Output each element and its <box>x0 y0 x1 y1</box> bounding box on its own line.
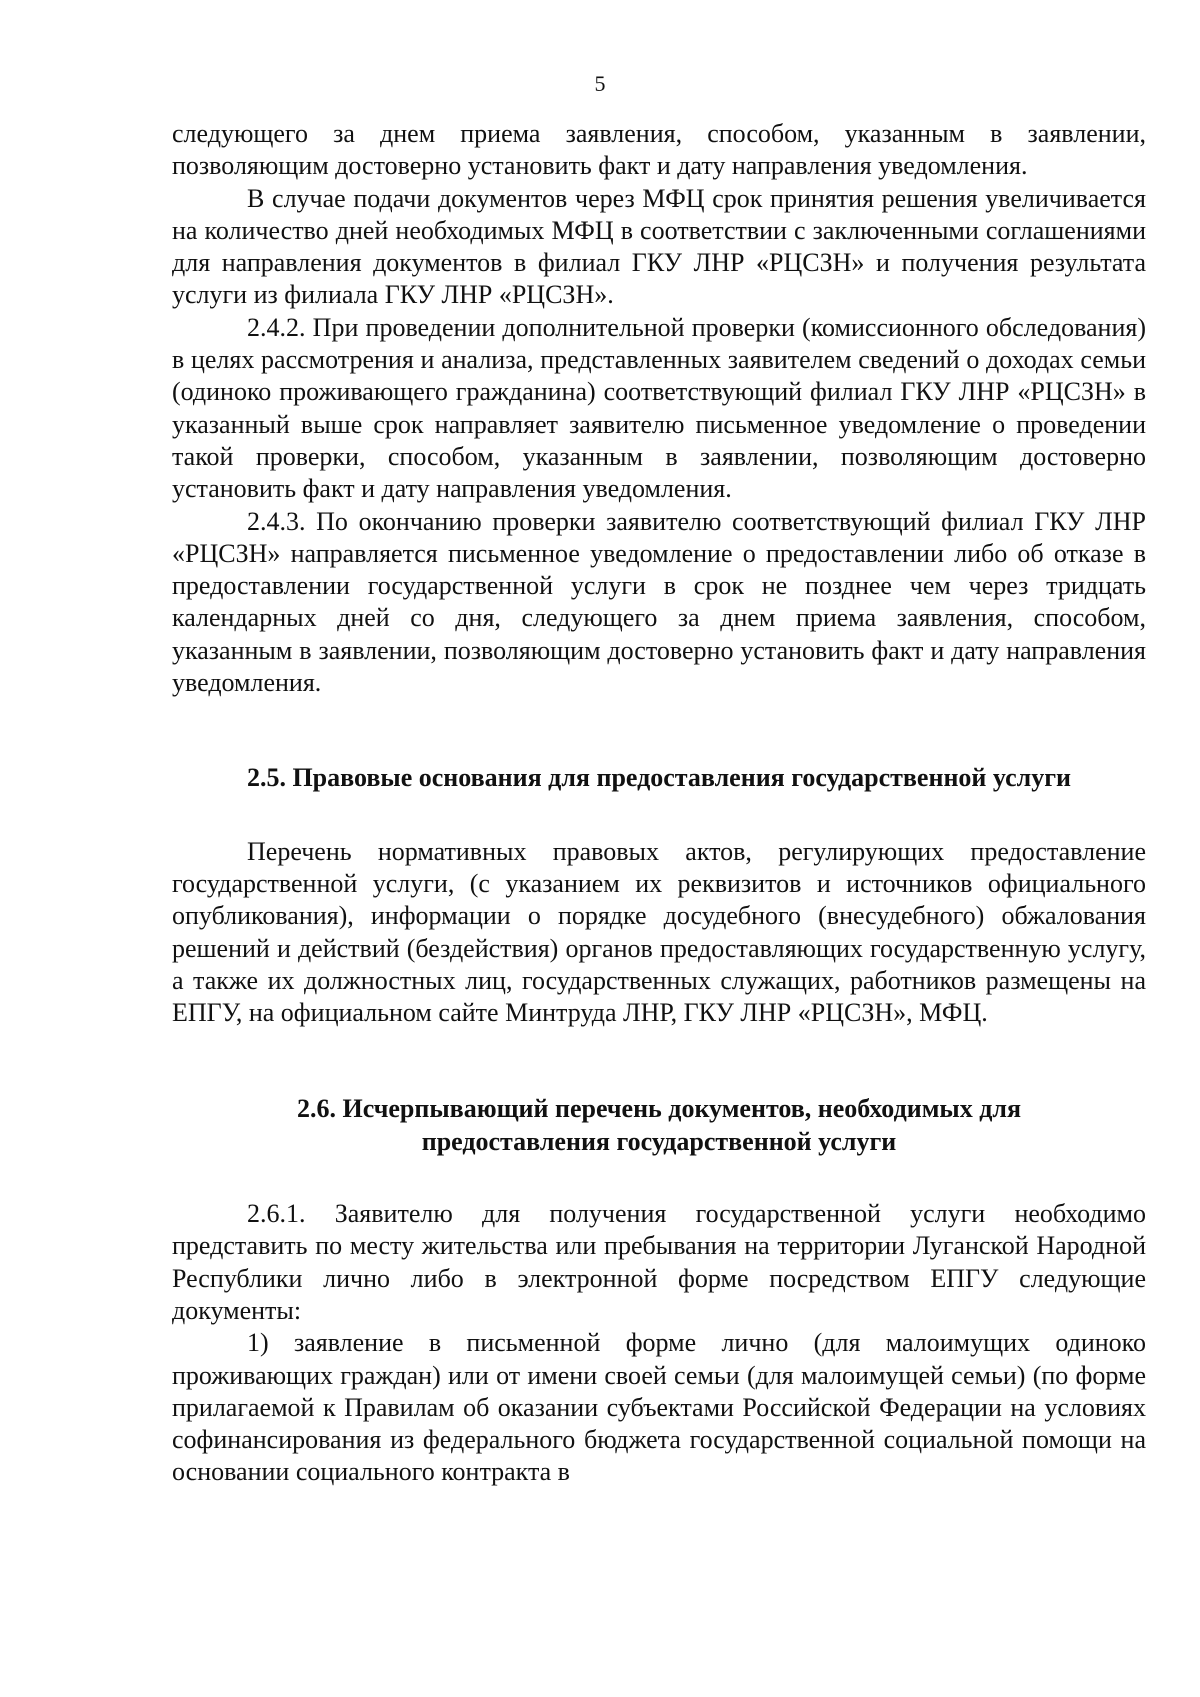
page-number: 5 <box>594 71 606 96</box>
section-heading-2-6-line1: 2.6. Исчерпывающий перечень документов, необходимых для <box>296 1094 1022 1124</box>
paragraph-mfc-deadline: В случае подачи документов через МФЦ срок принятия решения увеличивается на количество дней необходимых МФЦ в соответствии с заключенными соглашениями для направления документов в филиал ГКУ ЛНР «РЦСЗН» и получения результата услуги из филиала ГКУ ЛНР «РЦСЗН». <box>172 183 1146 310</box>
document-body <box>172 118 1146 1489</box>
paragraph-continuation: следующего за днем приема заявления, способом, указанным в заявлении, позволяющим достоверно установить факт и дату направления уведомления. <box>172 119 1146 181</box>
section-heading-2-6-line2: предоставления государственной услуги <box>421 1126 897 1156</box>
paragraph-2-4-3: 2.4.3. По окончанию проверки заявителю соответствующий филиал ГКУ ЛНР «РЦСЗН» направляется письменное уведомление о предоставлении либо об отказе в предоставлении государственной услуги в срок не позднее чем через тридцать календарных дней со дня, следующего за днем приема заявления, способом, указанным в заявлении, позволяющим достоверно установить факт и дату направления уведомления. <box>172 506 1146 698</box>
paragraph-2-6-1: 2.6.1. Заявителю для получения государственной услуги необходимо представить по месту жительства или пребывания на территории Луганской Народной Республики лично либо в электронной форме посредством ЕПГУ следующие документы: <box>172 1199 1146 1325</box>
list-item-1-application: 1) заявление в письменной форме лично (для малоимущих одиноко проживающих граждан) или от имени своей семьи (для малоимущей семьи) (по форме прилагаемой к Правилам об оказании субъектами Российской Федерации на условиях софинансирования из федерального бюджета государственной социальной помощи на основании социального контракта в <box>172 1328 1146 1487</box>
paragraph-2-4-2: 2.4.2. При проведении дополнительной проверки (комиссионного обследования) в целях рассмотрения и анализа, представленных заявителем сведений о доходах семьи (одиноко проживающего гражданина) соответствующий филиал ГКУ ЛНР «РЦСЗН» в указанный выше срок направляет заявителю письменное уведомление о проведении такой проверки, способом, указанным в заявлении, позволяющим достоверно установить факт и дату направления уведомления. <box>172 312 1146 504</box>
section-heading-2-5: 2.5. Правовые основания для предоставления государственной услуги <box>246 763 1072 793</box>
paragraph-legal-acts: Перечень нормативных правовых актов, регулирующих предоставление государственной услуги, (с указанием их реквизитов и источников официального опубликования), информации о порядке досудебного (внесудебного) обжалования решений и действий (бездействия) органов предоставляющих государственную услугу, а также их должностных лиц, государственных служащих, работников размещены на ЕПГУ, на официальном сайте Минтруда ЛНР, ГКУ ЛНР «РЦСЗН», МФЦ. <box>172 836 1146 1028</box>
section-heading-2-6 <box>172 1093 1146 1158</box>
